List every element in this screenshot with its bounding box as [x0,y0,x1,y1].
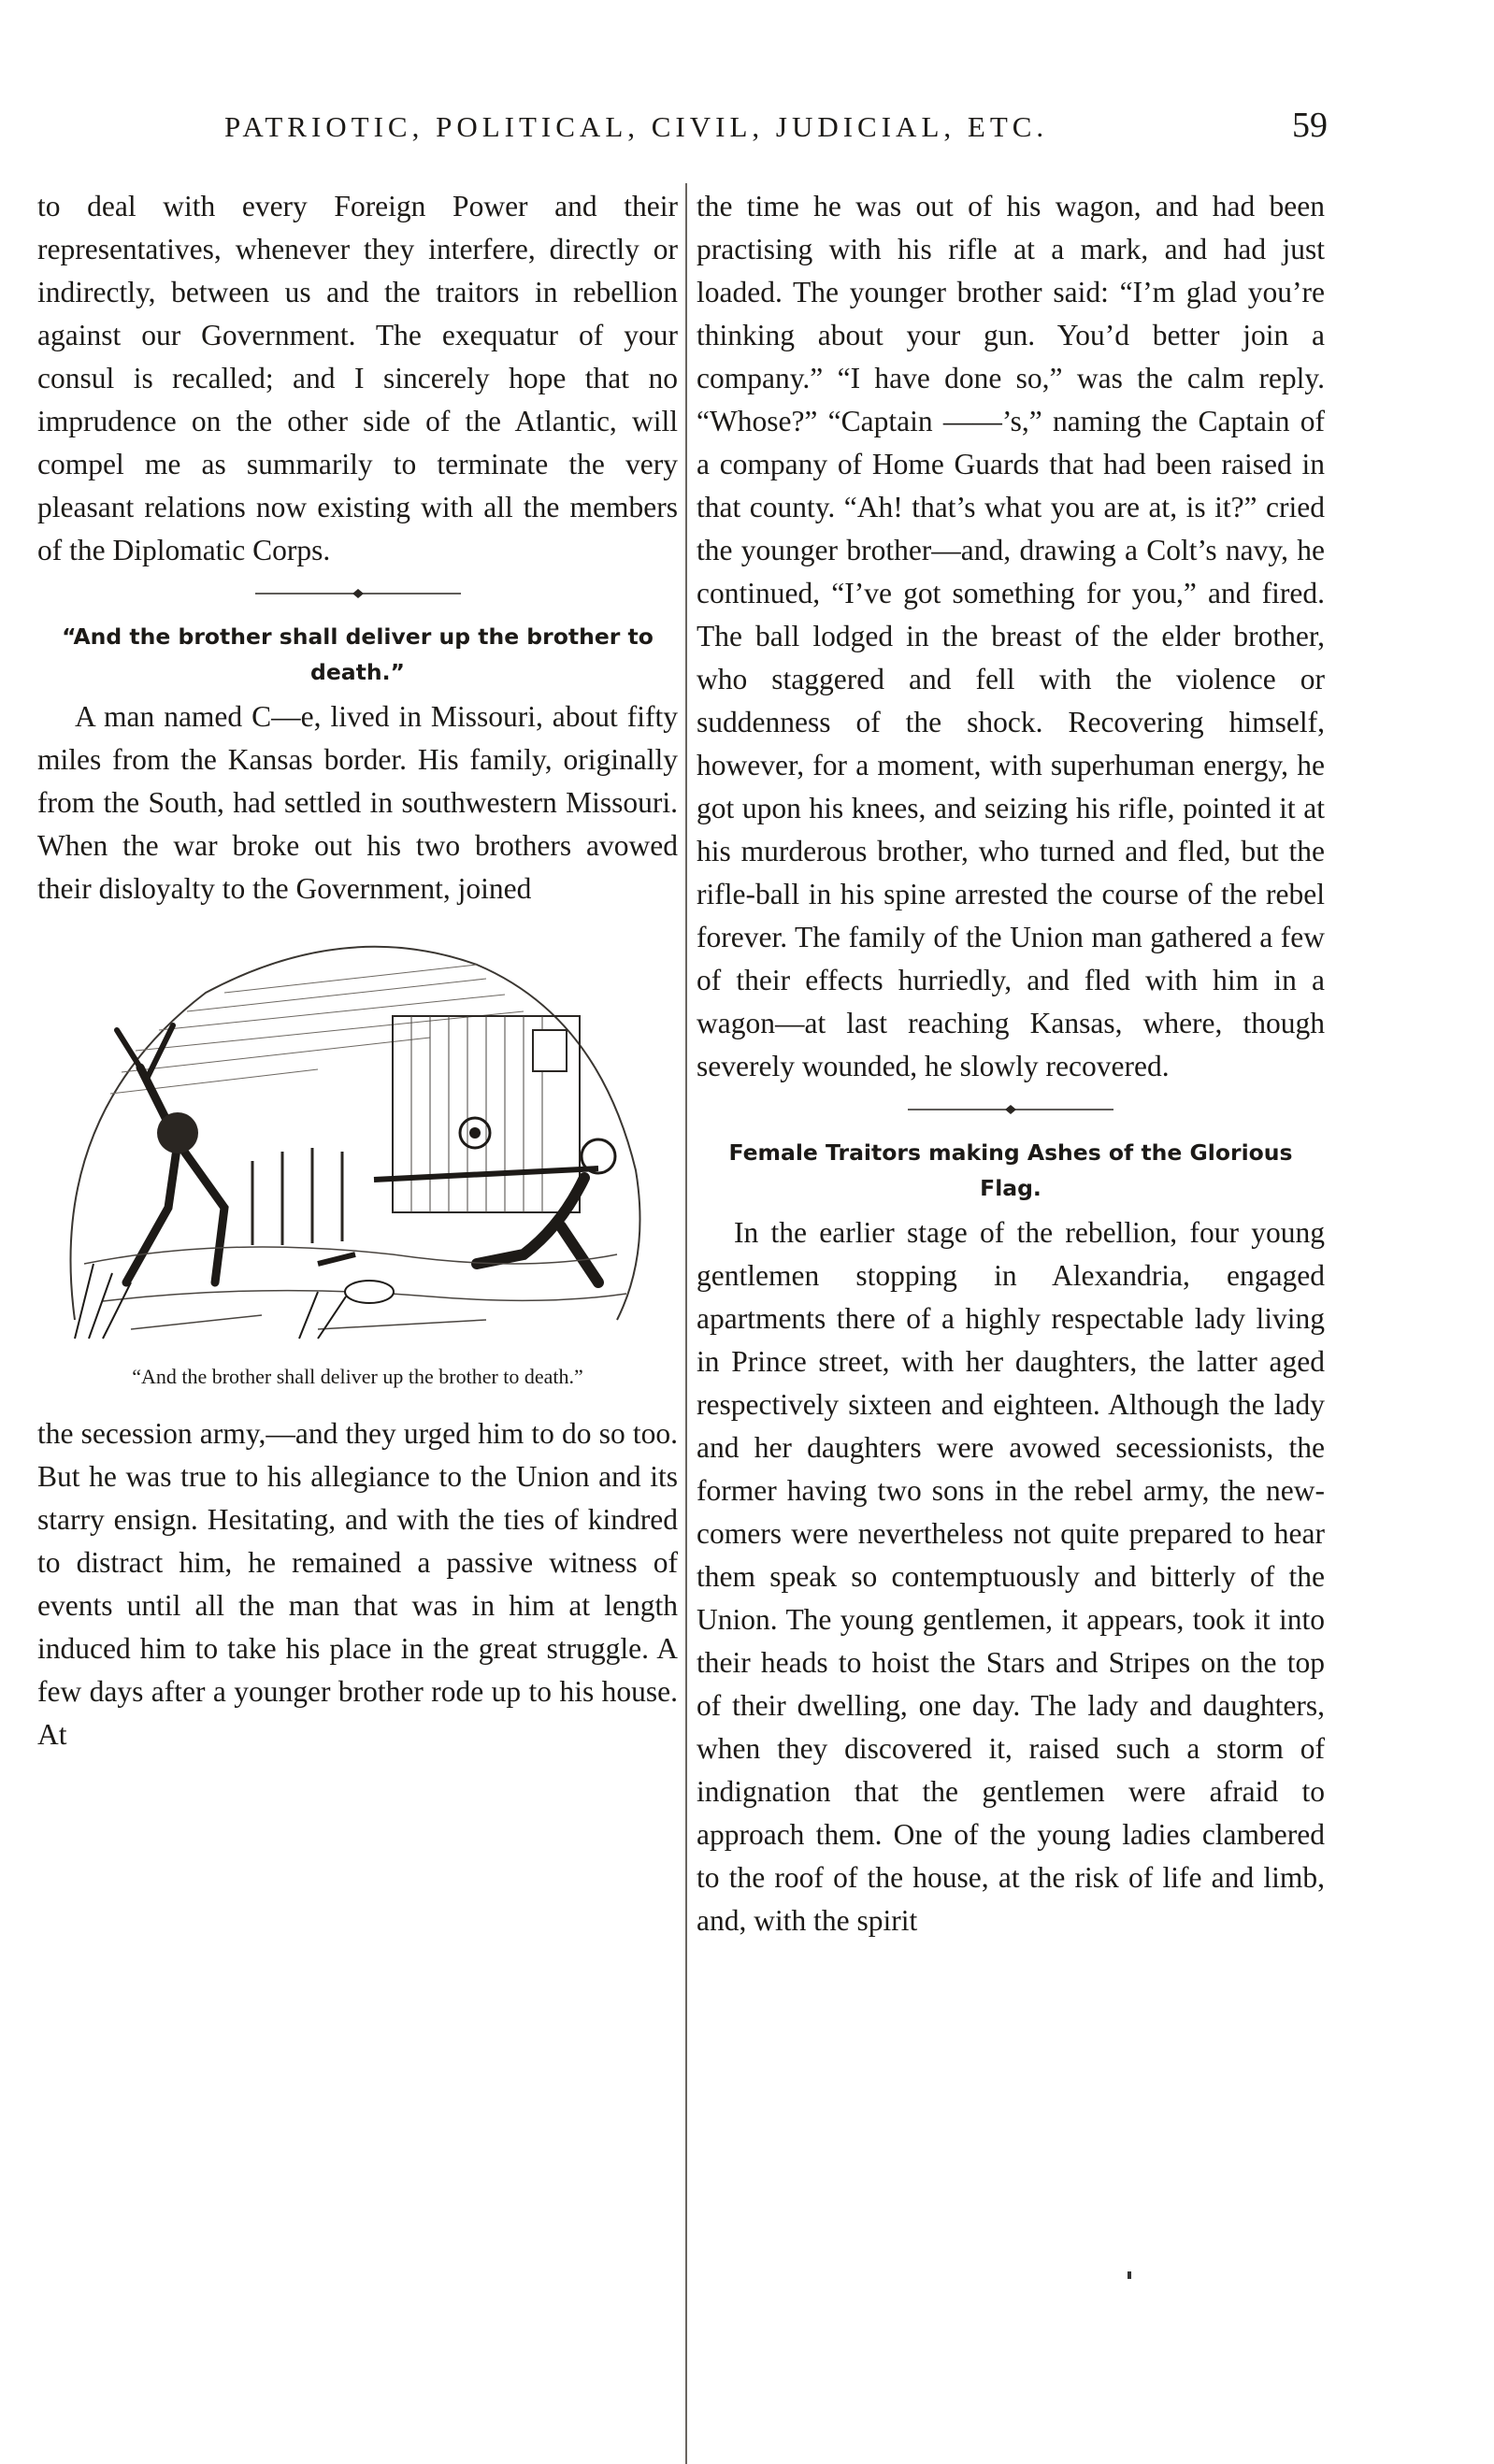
engraving-scene [37,927,678,1353]
section-heading: “And the brother shall deliver up the brother to death.” [62,623,654,685]
print-speck [1128,2271,1131,2279]
body-paragraph: the secession army,—and they urged him to do so too. But he was true to his allegiance to the Union and its starry ensign. Hesitating, and with the ties of kindred to distract him, he remained a passive witness of events until all the man that was in him at length induced him to take his place in the great struggle. A few days after a younger brother rode up to his house. At [37,1417,678,1751]
page-header [224,106,1328,157]
right-column [697,185,1325,1942]
engraving-illustration [37,927,678,1353]
figure-caption: “And the brother shall deliver up the brother to death.” [132,1365,583,1388]
section-ornament [37,572,678,615]
section-heading: Female Traitors making Ashes of the Glorious Flag. [728,1139,1293,1201]
body-paragraph: A man named C—e, lived in Missouri, about fifty miles from the Kansas border. His family, originally from the South, had settled in southwestern Missouri. When the war broke out his two brothers avowed their disloyalty to the Government, joined [37,700,678,905]
left-column [37,185,678,1756]
body-paragraph: to deal with every Foreign Power and their representatives, whenever they interfere, directly or indirectly, between us and the traitors in rebellion against our Government. The exequatur of your consul is recalled; and I sincerely hope that no imprudence on the other side of the Atlantic, will compel me as summarily to terminate the very pleasant relations now existing with all the members of the Diplomatic Corps. [37,190,678,566]
body-paragraph: the time he was out of his wagon, and had been practising with his rifle at a mark, and had just loaded. The younger brother said: “I’m glad you’re thinking about your gun. You’d better join a company.” “I have done so,” was the calm reply. “Whose?” “Captain ——’s,” naming the Captain of a company of Home Guards that had been raised in that county. “Ah! that’s what you are at, is it?” cried the younger brother—and, drawing a Colt’s navy, he continued, “I’ve got something for you,” and fired. The ball lodged in the breast of the elder brother, who staggered and fell with the violence or suddenness of the shock. Recovering himself, however, for a moment, with superhuman energy, he got upon his knees, and seizing his rifle, pointed it at his murderous brother, who turned and fled, but the rifle-ball in his spine arrested the course of the rebel forever. The family of the Union man gathered a few of their effects hurriedly, and fled with him in a wagon—at last reaching Kansas, where, though severely wounded, he slowly recovered. [697,190,1325,1082]
body-paragraph: In the earlier stage of the rebellion, four young gentlemen stopping in Alexandria, engaged apartments there of a highly respectable lady living in Prince street, with her daughters, the latter aged respectively sixteen and eighteen. Although the lady and her daughters were avowed secessionists, the former having two sons in the rebel army, the new-comers were nevertheless not quite prepared to hear them speak so contemptuously and bitterly of the Union. The young gentlemen, it appears, took it into their heads to hoist the Stars and Stripes on the top of their dwelling, one day. The lady and daughters, when they discovered it, raised such a storm of indignation that the gentlemen were afraid to approach them. One of the young ladies clambered to the roof of the house, at the risk of life and limb, and, with the spirit [697,1216,1325,1937]
column-divider [685,183,687,2464]
section-ornament [697,1088,1325,1131]
page-number: 59 [1292,106,1328,145]
running-head: PATRIOTIC, POLITICAL, CIVIL, JUDICIAL, ETC. [224,110,1049,143]
